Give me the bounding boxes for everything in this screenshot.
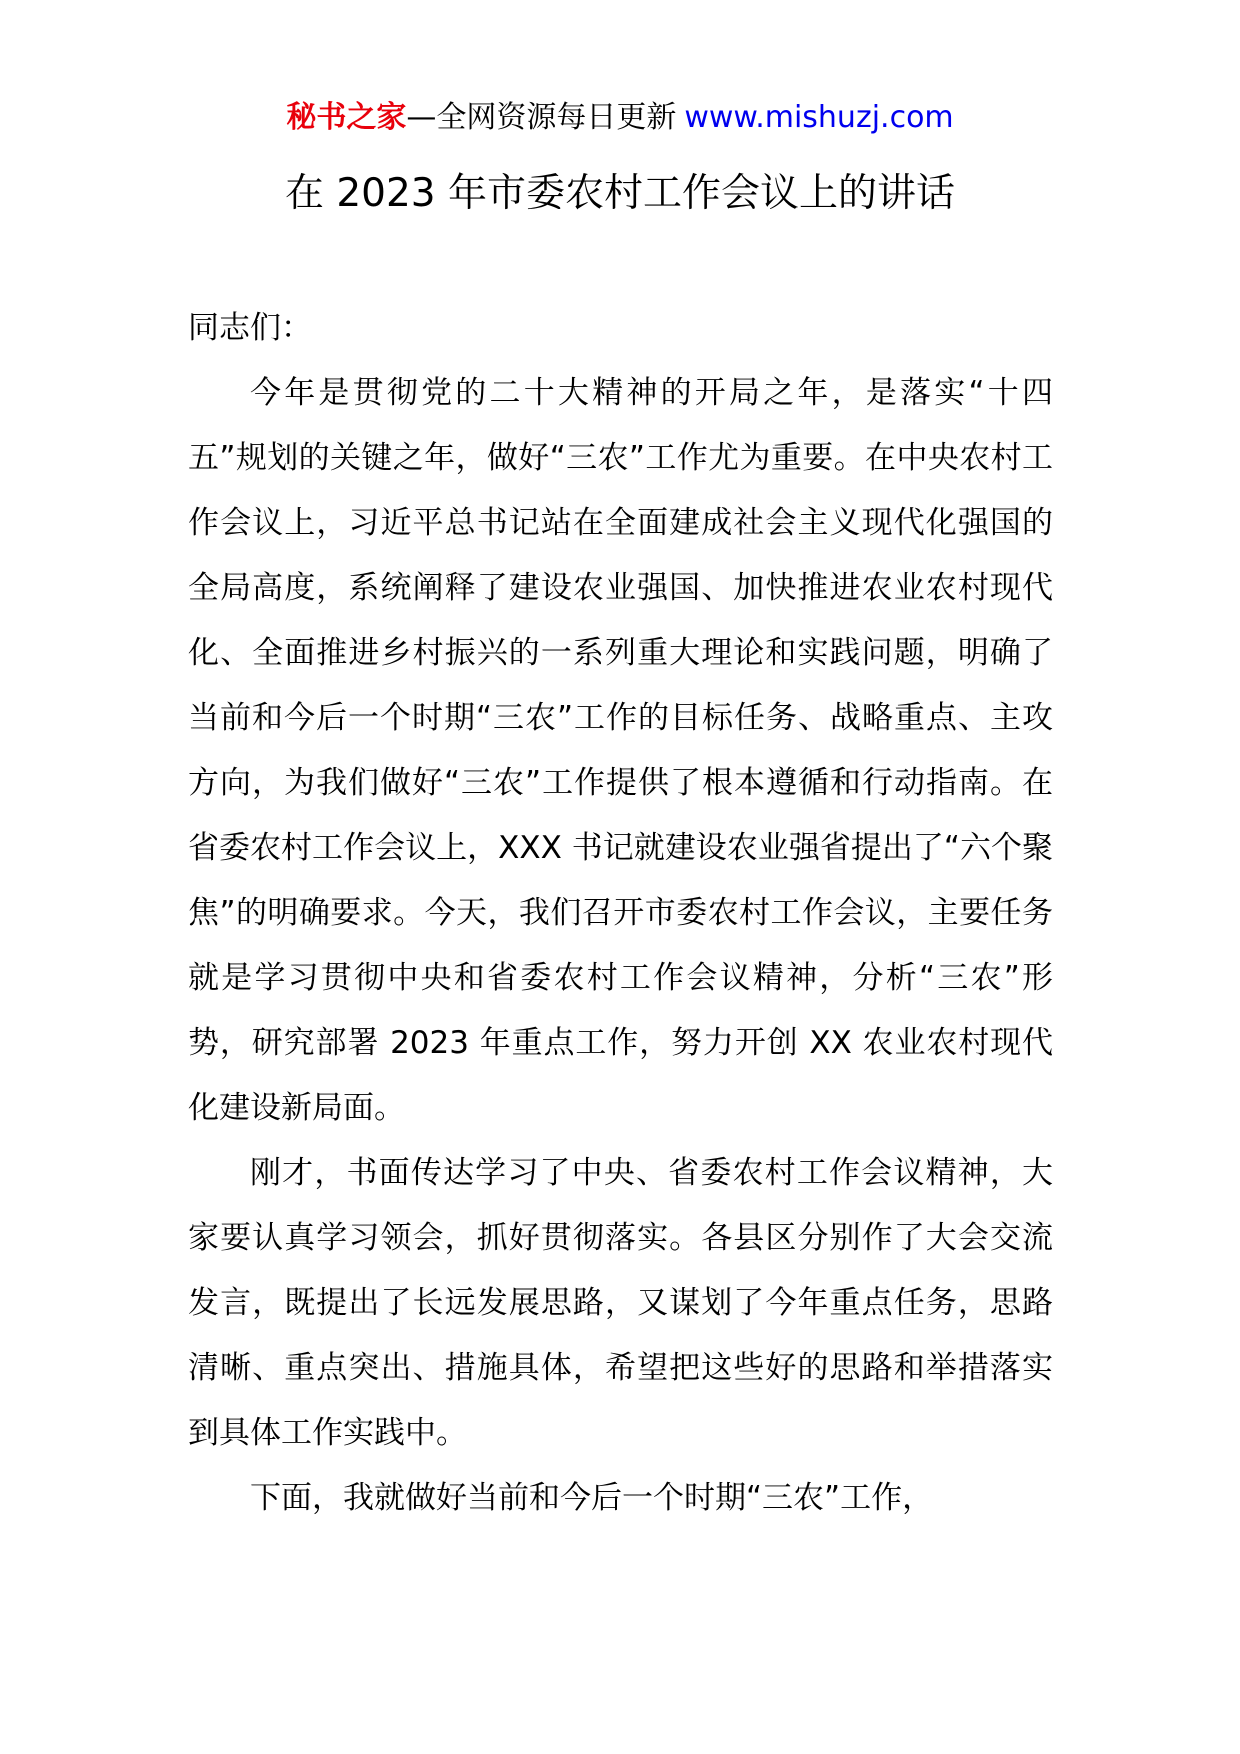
paragraph-2: 刚才，书面传达学习了中央、省委农村工作会议精神，大家要认真学习领会，抓好贯彻落实。各县区分别作了大会交流发言，既提出了长远发展思路，又谋划了今年重点任务，思路清晰、重点突出、措施具体，希望把这些好的思路和举措落实到具体工作实践中。 bbox=[188, 1155, 1053, 1451]
document-title: 在 2023 年市委农村工作会议上的讲话 bbox=[284, 171, 956, 216]
paragraph-1: 今年是贯彻党的二十大精神的开局之年，是落实“十四五”规划的关键之年，做好“三农”工作尤为重要。在中央农村工作会议上，习近平总书记站在全面建成社会主义现代化强国的全局高度，系统阐释了建设农业强国、加快推进农业农村现代化、全面推进乡村振兴的一系列重大理论和实践问题，明确了当前和今后一个时期“三农”工作的目标任务、战略重点、主攻方向，为我们做好“三农”工作提供了根本遵循和行动指南。在省委农村工作会议上，XXX 书记就建设农业强省提出了“六个聚焦”的明确要求。今天，我们召开市委农村工作会议，主要任务就是学习贯彻中央和省委农村工作会议精神，分析“三农”形势，研究部署 2023 年重点工作，努力开创 XX 农业农村现代化建设新局面。 bbox=[188, 375, 1053, 1126]
site-header bbox=[0, 98, 1240, 138]
paragraph-3: 下面，我就做好当前和今后一个时期“三农”工作， bbox=[250, 1480, 934, 1516]
greeting: 同志们： bbox=[188, 310, 312, 346]
brand-name: 秘书之家 bbox=[286, 100, 407, 135]
header-tagline: —全网资源每日更新 bbox=[406, 100, 677, 135]
site-url-link[interactable]: www.mishuzj.com bbox=[684, 100, 954, 135]
document-body bbox=[188, 296, 1053, 1531]
